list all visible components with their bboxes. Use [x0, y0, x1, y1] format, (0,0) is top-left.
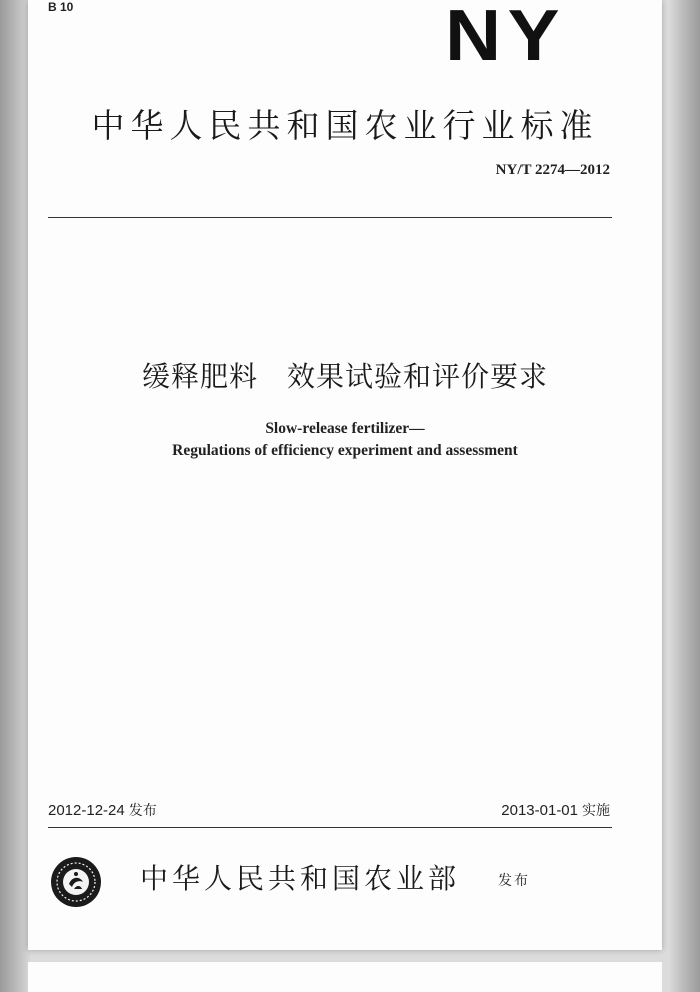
document-title-chinese: 缓释肥料 效果试验和评价要求 — [141, 360, 548, 393]
implement-date-value: 2013-01-01 — [501, 802, 578, 819]
ny-logo: NY — [445, 0, 566, 76]
standard-title: 中华人民共和国农业行业标准 — [91, 106, 599, 145]
footer-divider — [48, 827, 612, 828]
issue-date-label: 发布 — [128, 803, 157, 819]
classification-code: B 10 — [48, 0, 74, 14]
next-page-edge — [28, 962, 662, 992]
document-title-english-line2: Regulations of efficiency experiment and assessment — [172, 442, 518, 459]
publisher-label: 发布 — [498, 873, 530, 889]
standard-number: NY/T 2274—2012 — [495, 162, 610, 178]
publisher-name: 中华人民共和国农业部 — [140, 862, 461, 895]
issue-date — [48, 800, 157, 820]
document-page — [28, 0, 662, 950]
header-divider — [48, 217, 612, 218]
implement-date — [501, 800, 610, 820]
document-title-english-line1: Slow-release fertilizer— — [265, 420, 425, 437]
ministry-seal-icon — [50, 856, 102, 908]
implement-date-label: 实施 — [582, 803, 610, 819]
issue-date-value: 2012-12-24 — [48, 802, 125, 819]
